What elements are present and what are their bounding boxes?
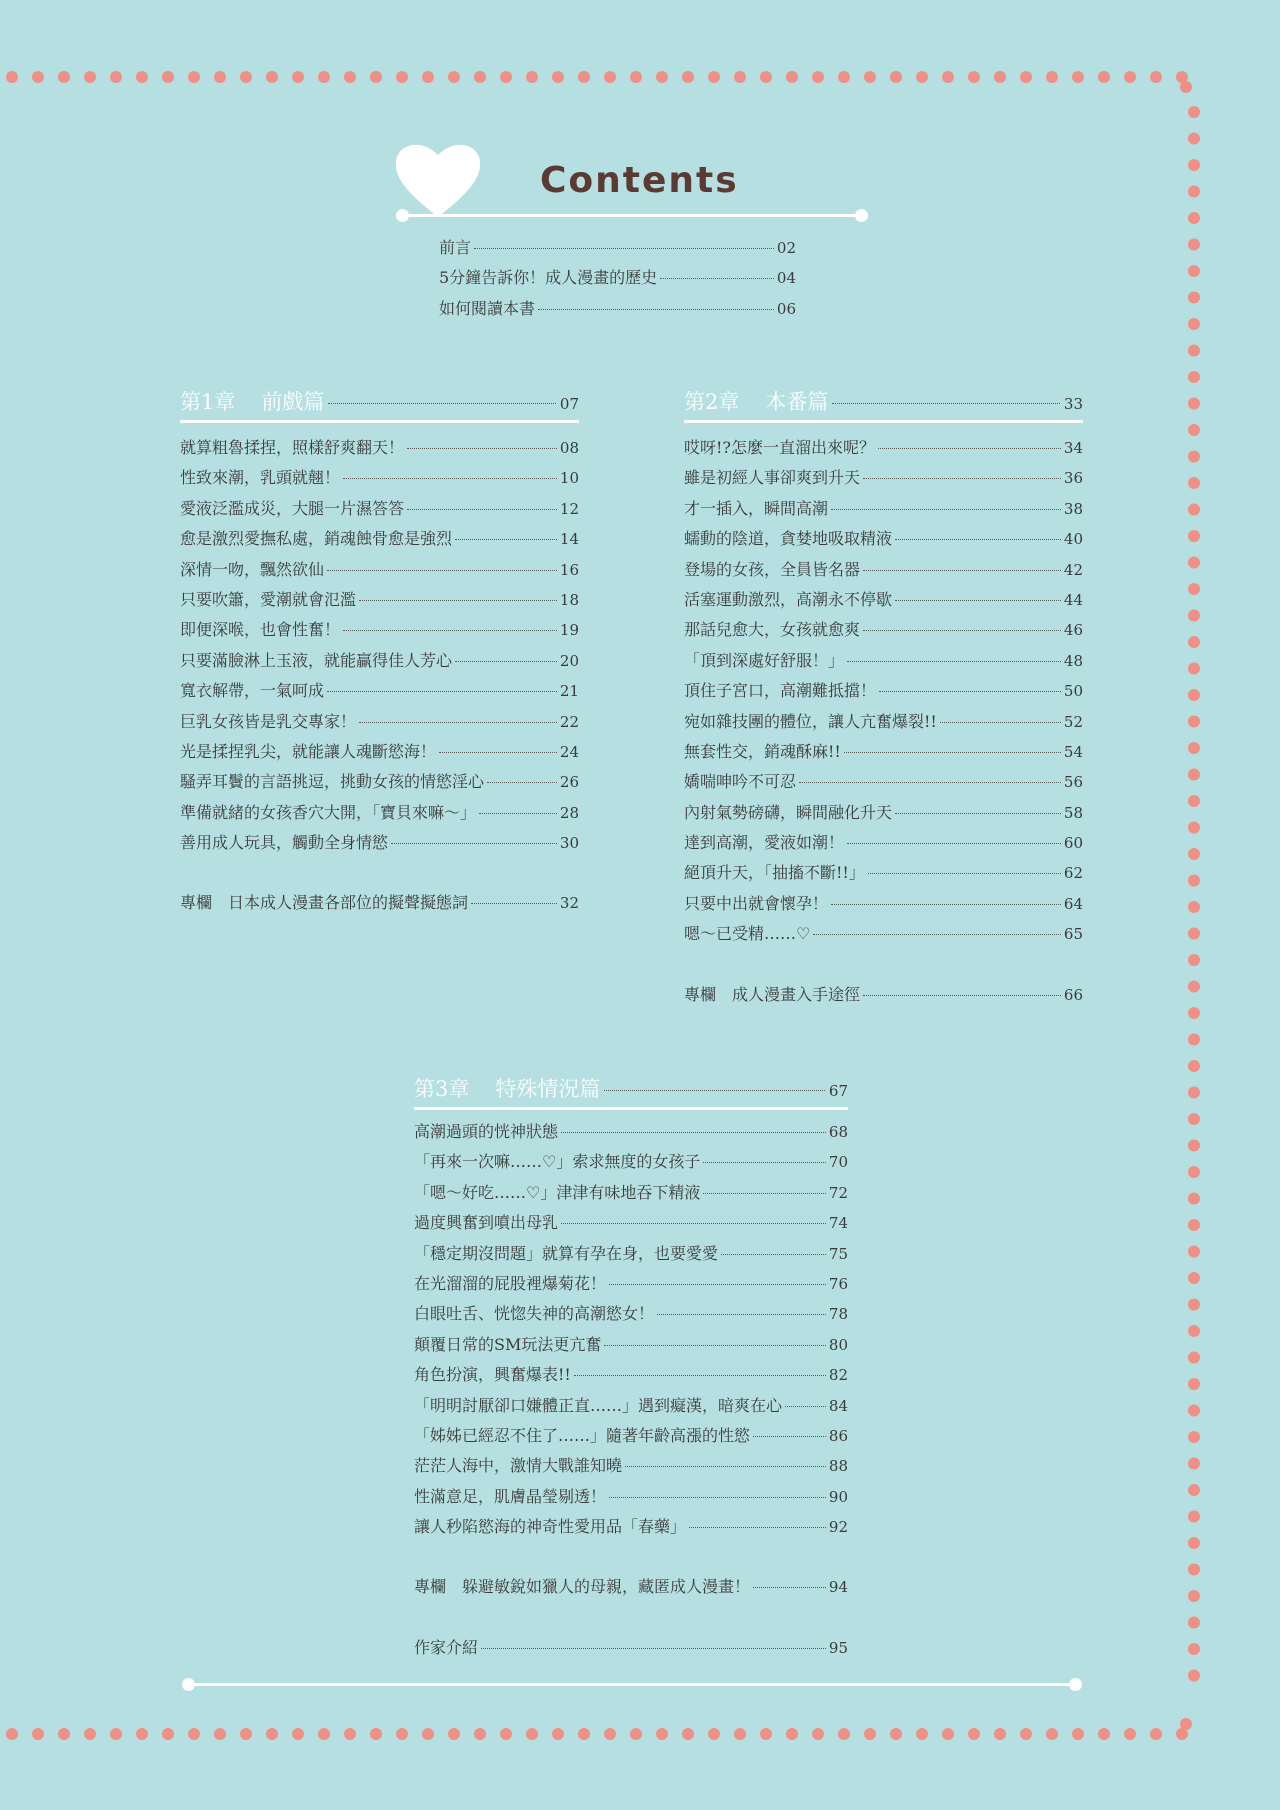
border-dot xyxy=(890,71,902,83)
leader-dots xyxy=(844,752,1061,753)
chapter-2-heading[interactable]: 第2章 本番篇 33 xyxy=(684,386,1083,423)
border-dot xyxy=(1188,663,1200,675)
border-dot xyxy=(578,71,590,83)
border-dot xyxy=(1188,689,1200,701)
leader-dots xyxy=(753,1587,826,1588)
title-rule xyxy=(402,214,862,217)
border-dot xyxy=(1188,451,1200,463)
border-dot xyxy=(812,71,824,83)
border-dot xyxy=(1188,901,1200,913)
border-dot xyxy=(682,1728,694,1740)
chapter-1-heading[interactable]: 第1章 前戲篇 07 xyxy=(180,386,579,423)
leader-dots xyxy=(940,722,1061,723)
border-dot xyxy=(656,71,668,83)
toc-entry[interactable]: 高潮過頭的恍神狀態 68 xyxy=(414,1122,848,1141)
border-dot xyxy=(344,71,356,83)
border-dot xyxy=(1188,1034,1200,1046)
toc-entry[interactable]: 嗯～已受精……♡ 65 xyxy=(684,924,1083,944)
border-dot xyxy=(1188,424,1200,436)
border-dot xyxy=(1188,742,1200,754)
border-dot xyxy=(266,1728,278,1740)
leader-dots xyxy=(660,278,774,279)
border-dot xyxy=(474,71,486,83)
border-dot xyxy=(604,71,616,83)
border-dot xyxy=(84,71,96,83)
leader-dots xyxy=(689,1527,826,1528)
leader-dots xyxy=(721,1254,826,1255)
leader-dots xyxy=(847,843,1061,844)
border-dot xyxy=(604,1728,616,1740)
border-dot xyxy=(1188,106,1200,118)
border-dot xyxy=(1188,265,1200,277)
border-dot xyxy=(1188,1272,1200,1284)
leader-dots xyxy=(813,934,1061,935)
border-dot xyxy=(1188,1325,1200,1337)
border-dot xyxy=(136,71,148,83)
border-dot xyxy=(708,1728,720,1740)
border-dot xyxy=(786,71,798,83)
toc-entry[interactable]: 「姊姊已經忍不住了……」隨著年齡高漲的性慾 86 xyxy=(414,1425,848,1445)
chapter-1-list xyxy=(180,433,579,919)
border-dot xyxy=(1188,769,1200,781)
border-dot xyxy=(682,71,694,83)
border-dot xyxy=(1188,345,1200,357)
border-dot xyxy=(708,71,720,83)
border-dot xyxy=(1188,477,1200,489)
toc-entry[interactable]: 性致來潮，乳頭就翹！ 10 xyxy=(180,468,579,488)
border-dot xyxy=(630,1728,642,1740)
border-dot xyxy=(1188,159,1200,171)
border-dot xyxy=(1188,398,1200,410)
toc-entry[interactable]: 過度興奮到噴出母乳 74 xyxy=(414,1213,848,1233)
border-dot xyxy=(1072,1728,1084,1740)
border-dot xyxy=(552,71,564,83)
toc-entry[interactable]: 深情一吻，飄然欲仙 16 xyxy=(180,559,579,579)
border-dot xyxy=(630,71,642,83)
leader-dots xyxy=(561,1132,826,1133)
leader-dots xyxy=(487,782,557,783)
border-dot xyxy=(1188,1484,1200,1496)
border-dot xyxy=(188,71,200,83)
leader-dots xyxy=(863,570,1061,571)
border-dot xyxy=(1124,71,1136,83)
toc-entry[interactable]: 活塞運動激烈，高潮永不停歇 44 xyxy=(684,589,1083,609)
border-dot xyxy=(838,71,850,83)
border-dot xyxy=(1188,716,1200,728)
toc-entry[interactable]: 「嗯～好吃……♡」津津有味地吞下精液 72 xyxy=(414,1182,848,1202)
border-dot xyxy=(1188,1060,1200,1072)
border-dot xyxy=(396,1728,408,1740)
page-title: Contents xyxy=(540,160,739,201)
border-dot xyxy=(58,71,70,83)
intro-list xyxy=(439,233,796,324)
leader-dots xyxy=(895,813,1061,814)
border-dot xyxy=(1020,71,1032,83)
border-dot xyxy=(422,1728,434,1740)
border-dot xyxy=(760,71,772,83)
toc-entry[interactable]: 無套性交，銷魂酥麻!! 54 xyxy=(684,741,1083,761)
border-dot xyxy=(942,1728,954,1740)
border-dot xyxy=(1188,1299,1200,1311)
toc-entry[interactable]: 5分鐘告訴你！成人漫畫的歷史 04 xyxy=(439,268,796,288)
border-dot xyxy=(1188,1670,1200,1682)
chapter-3-heading[interactable]: 第3章 特殊情況篇 67 xyxy=(414,1073,848,1110)
border-dot xyxy=(1188,1087,1200,1099)
toc-entry[interactable]: 那話兒愈大，女孩就愈爽 46 xyxy=(684,620,1083,640)
toc-entry[interactable]: 在光溜溜的屁股裡爆菊花！ 76 xyxy=(414,1273,848,1293)
border-dot xyxy=(162,1728,174,1740)
chapter-2-list xyxy=(684,433,1083,1010)
toc-entry[interactable]: 顛覆日常的SM玩法更亢奮 80 xyxy=(414,1334,848,1354)
border-dot xyxy=(734,71,746,83)
border-dot xyxy=(864,1728,876,1740)
toc-entry[interactable]: 頂住子宮口，高潮難抵擋！ 50 xyxy=(684,681,1083,701)
border-dot xyxy=(1188,1511,1200,1523)
border-dot xyxy=(474,1728,486,1740)
border-dot xyxy=(448,1728,460,1740)
border-dot xyxy=(1188,954,1200,966)
leader-dots xyxy=(474,248,774,249)
toc-entry[interactable]: 準備就緒的女孩香穴大開，「寶貝來嘛～」 28 xyxy=(180,802,579,822)
border-dot xyxy=(1188,1352,1200,1364)
leader-dots xyxy=(785,1406,826,1407)
border-dot xyxy=(1188,371,1200,383)
border-dot xyxy=(1188,1113,1200,1125)
border-dot xyxy=(1188,504,1200,516)
toc-entry[interactable]: 就算粗魯揉捏，照樣舒爽翻天！ 08 xyxy=(180,438,579,457)
border-dot xyxy=(6,71,18,83)
author-entry[interactable]: 作家介紹 95 xyxy=(414,1637,848,1657)
toc-entry[interactable]: 雖是初經人事卻爽到升天 36 xyxy=(684,468,1083,488)
toc-entry[interactable]: 登場的女孩，全員皆名器 42 xyxy=(684,559,1083,579)
border-dot xyxy=(84,1728,96,1740)
border-dot xyxy=(656,1728,668,1740)
toc-entry[interactable]: 即便深喉，也會性奮！ 19 xyxy=(180,620,579,640)
rule-dot-right xyxy=(855,209,868,222)
leader-dots xyxy=(455,539,557,540)
toc-entry[interactable]: 寬衣解帶，一氣呵成 21 xyxy=(180,681,579,701)
border-dot xyxy=(1188,928,1200,940)
border-dot xyxy=(318,1728,330,1740)
toc-entry[interactable]: 哎呀!?怎麼一直溜出來呢？ 34 xyxy=(684,438,1083,457)
border-dot xyxy=(968,71,980,83)
border-dot xyxy=(1188,795,1200,807)
toc-entry[interactable]: 角色扮演，興奮爆表!! 82 xyxy=(414,1365,848,1385)
border-dot xyxy=(58,1728,70,1740)
leader-dots xyxy=(328,403,556,404)
border-dot xyxy=(1188,557,1200,569)
border-dot xyxy=(188,1728,200,1740)
border-dot xyxy=(1188,610,1200,622)
bottom-rule xyxy=(188,1683,1076,1686)
leader-dots xyxy=(343,630,557,631)
border-dot xyxy=(318,71,330,83)
toc-entry[interactable]: 「穩定期沒問題」就算有孕在身，也要愛愛 75 xyxy=(414,1243,848,1263)
leader-dots xyxy=(604,1090,825,1091)
border-dot xyxy=(526,71,538,83)
border-dot xyxy=(1188,1643,1200,1655)
border-dot xyxy=(1188,981,1200,993)
toc-entry[interactable]: 茫茫人海中，激情大戰誰知曉 88 xyxy=(414,1456,848,1476)
border-dot xyxy=(1124,1728,1136,1740)
leader-dots xyxy=(863,630,1061,631)
leader-dots xyxy=(538,309,774,310)
border-dot xyxy=(1180,81,1192,93)
leader-dots xyxy=(831,509,1061,510)
toc-entry[interactable]: 只要吹簫，愛潮就會氾濫 18 xyxy=(180,589,579,609)
toc-entry[interactable]: 騷弄耳鬢的言語挑逗，挑動女孩的情慾淫心 26 xyxy=(180,772,579,792)
toc-entry[interactable]: 只要滿臉淋上玉液，就能贏得佳人芳心 20 xyxy=(180,650,579,670)
border-dot xyxy=(292,1728,304,1740)
border-dot xyxy=(786,1728,798,1740)
border-dot xyxy=(1188,1564,1200,1576)
leader-dots xyxy=(832,403,1060,404)
border-dot xyxy=(1188,292,1200,304)
leader-dots xyxy=(561,1223,826,1224)
heart-icon xyxy=(392,137,484,221)
leader-dots xyxy=(863,995,1061,996)
toc-entry[interactable]: 內射氣勢磅礴，瞬間融化升天 58 xyxy=(684,802,1083,822)
toc-entry[interactable]: 宛如雜技團的體位，讓人亢奮爆裂!! 52 xyxy=(684,711,1083,731)
border-dot xyxy=(32,71,44,83)
border-dot xyxy=(110,1728,122,1740)
toc-entry[interactable]: 讓人秒陷慾海的神奇性愛用品「春藥」 92 xyxy=(414,1517,848,1537)
border-dot xyxy=(838,1728,850,1740)
leader-dots xyxy=(657,1314,826,1315)
toc-entry[interactable]: 絕頂升天，「抽搐不斷!!」 62 xyxy=(684,863,1083,883)
border-dot xyxy=(968,1728,980,1740)
leader-dots xyxy=(439,752,557,753)
leader-dots xyxy=(895,539,1061,540)
border-dot xyxy=(396,71,408,83)
leader-dots xyxy=(481,1648,826,1649)
border-dot xyxy=(916,1728,928,1740)
toc-entry[interactable]: 巨乳女孩皆是乳交專家！ 22 xyxy=(180,711,579,731)
leader-dots xyxy=(574,1375,826,1376)
border-dot xyxy=(500,1728,512,1740)
border-dot xyxy=(1188,822,1200,834)
leader-dots xyxy=(471,903,557,904)
leader-dots xyxy=(753,1436,826,1437)
border-dot xyxy=(1188,1537,1200,1549)
leader-dots xyxy=(863,478,1061,479)
border-dot xyxy=(734,1728,746,1740)
leader-dots xyxy=(407,509,557,510)
border-dot xyxy=(1046,1728,1058,1740)
border-dot xyxy=(1188,583,1200,595)
column-entry[interactable]: 專欄 成人漫畫入手途徑 66 xyxy=(684,984,1083,1004)
leader-dots xyxy=(327,570,557,571)
leader-dots xyxy=(625,1466,826,1467)
leader-dots xyxy=(359,722,557,723)
border-dot xyxy=(292,71,304,83)
border-dot xyxy=(1188,848,1200,860)
border-dot xyxy=(994,1728,1006,1740)
border-dot xyxy=(812,1728,824,1740)
toc-entry[interactable]: 「再來一次嘛……♡」索求無度的女孩子 70 xyxy=(414,1152,848,1172)
leader-dots xyxy=(799,782,1061,783)
border-dot xyxy=(578,1728,590,1740)
leader-dots xyxy=(831,904,1061,905)
leader-dots xyxy=(879,691,1061,692)
border-dot xyxy=(448,71,460,83)
leader-dots xyxy=(407,448,557,449)
border-dot xyxy=(1046,71,1058,83)
border-dot xyxy=(162,71,174,83)
leader-dots xyxy=(878,448,1061,449)
border-dot xyxy=(1150,1728,1162,1740)
border-dot xyxy=(240,71,252,83)
border-dot xyxy=(1188,1193,1200,1205)
border-dot xyxy=(136,1728,148,1740)
border-dot xyxy=(1188,212,1200,224)
border-dot xyxy=(1188,133,1200,145)
border-dot xyxy=(1150,71,1162,83)
border-dot xyxy=(240,1728,252,1740)
border-dot xyxy=(370,71,382,83)
column-entry[interactable]: 專欄 日本成人漫畫各部位的擬聲擬態詞 32 xyxy=(180,893,579,913)
toc-entry[interactable]: 「頂到深處好舒服！」 48 xyxy=(684,650,1083,670)
leader-dots xyxy=(609,1284,826,1285)
toc-entry[interactable]: 只要中出就會懷孕！ 64 xyxy=(684,893,1083,913)
border-dot xyxy=(214,1728,226,1740)
leader-dots xyxy=(609,1497,826,1498)
leader-dots xyxy=(391,843,557,844)
border-dot xyxy=(552,1728,564,1740)
leader-dots xyxy=(479,813,557,814)
border-dot xyxy=(1188,318,1200,330)
border-dot xyxy=(864,71,876,83)
border-dot xyxy=(1188,1617,1200,1629)
toc-entry[interactable]: 善用成人玩具，觸動全身情慾 30 xyxy=(180,833,579,853)
border-dot xyxy=(1188,1246,1200,1258)
border-dot xyxy=(1188,1405,1200,1417)
border-dot xyxy=(32,1728,44,1740)
leader-dots xyxy=(359,600,557,601)
column-entry[interactable]: 專欄 躲避敏銳如獵人的母親，藏匿成人漫畫！ 94 xyxy=(414,1577,848,1597)
border-dot xyxy=(110,71,122,83)
leader-dots xyxy=(343,478,557,479)
border-dot xyxy=(1188,1007,1200,1019)
toc-entry[interactable]: 蠕動的陰道，貪婪地吸取精液 40 xyxy=(684,529,1083,549)
border-dot xyxy=(1072,71,1084,83)
border-dot xyxy=(942,71,954,83)
border-dot xyxy=(1188,186,1200,198)
leader-dots xyxy=(895,600,1061,601)
border-dot xyxy=(344,1728,356,1740)
border-dot xyxy=(1188,1458,1200,1470)
border-dot xyxy=(890,1728,902,1740)
chapter-3-list xyxy=(414,1117,848,1663)
border-dot xyxy=(422,71,434,83)
leader-dots xyxy=(455,661,557,662)
toc-entry[interactable]: 嬌喘呻吟不可忍 56 xyxy=(684,772,1083,792)
leader-dots xyxy=(604,1345,826,1346)
border-dot xyxy=(1188,1140,1200,1152)
border-dot xyxy=(1180,1718,1192,1730)
leader-dots xyxy=(703,1162,826,1163)
toc-entry[interactable]: 「明明討厭卻口嫌體正直……」遇到癡漢，暗爽在心 84 xyxy=(414,1395,848,1415)
border-dot xyxy=(1188,239,1200,251)
border-dot xyxy=(1098,71,1110,83)
border-dot xyxy=(1020,1728,1032,1740)
border-dot xyxy=(1098,1728,1110,1740)
border-dot xyxy=(370,1728,382,1740)
toc-entry[interactable]: 愛液泛濫成災，大腿一片濕答答 12 xyxy=(180,498,579,518)
border-dot xyxy=(214,71,226,83)
border-dot xyxy=(760,1728,772,1740)
leader-dots xyxy=(868,873,1061,874)
border-dot xyxy=(500,71,512,83)
toc-entry[interactable]: 愈是激烈愛撫私處，銷魂蝕骨愈是強烈 14 xyxy=(180,529,579,549)
border-dot xyxy=(1188,636,1200,648)
toc-entry[interactable]: 光是揉捏乳尖，就能讓人魂斷慾海！ 24 xyxy=(180,741,579,761)
border-dot xyxy=(1188,1431,1200,1443)
border-dot xyxy=(1188,1166,1200,1178)
border-dot xyxy=(1188,1219,1200,1231)
border-dot xyxy=(1188,1590,1200,1602)
border-dot xyxy=(994,71,1006,83)
toc-entry[interactable]: 才一插入，瞬間高潮 38 xyxy=(684,498,1083,518)
border-dot xyxy=(1188,1378,1200,1390)
border-dot xyxy=(916,71,928,83)
border-dot xyxy=(6,1728,18,1740)
toc-entry[interactable]: 前言 02 xyxy=(439,238,796,257)
toc-entry[interactable]: 性滿意足，肌膚晶瑩剔透！ 90 xyxy=(414,1486,848,1506)
toc-entry[interactable]: 如何閱讀本書 06 xyxy=(439,298,796,318)
rule-dot-right xyxy=(1069,1678,1082,1691)
toc-entry[interactable]: 白眼吐舌、恍惚失神的高潮慾女！ 78 xyxy=(414,1304,848,1324)
leader-dots xyxy=(327,691,557,692)
border-dot xyxy=(1188,530,1200,542)
border-dot xyxy=(266,71,278,83)
border-dot xyxy=(526,1728,538,1740)
toc-entry[interactable]: 達到高潮，愛液如潮！ 60 xyxy=(684,833,1083,853)
leader-dots xyxy=(703,1193,826,1194)
border-dot xyxy=(1188,875,1200,887)
leader-dots xyxy=(847,661,1061,662)
